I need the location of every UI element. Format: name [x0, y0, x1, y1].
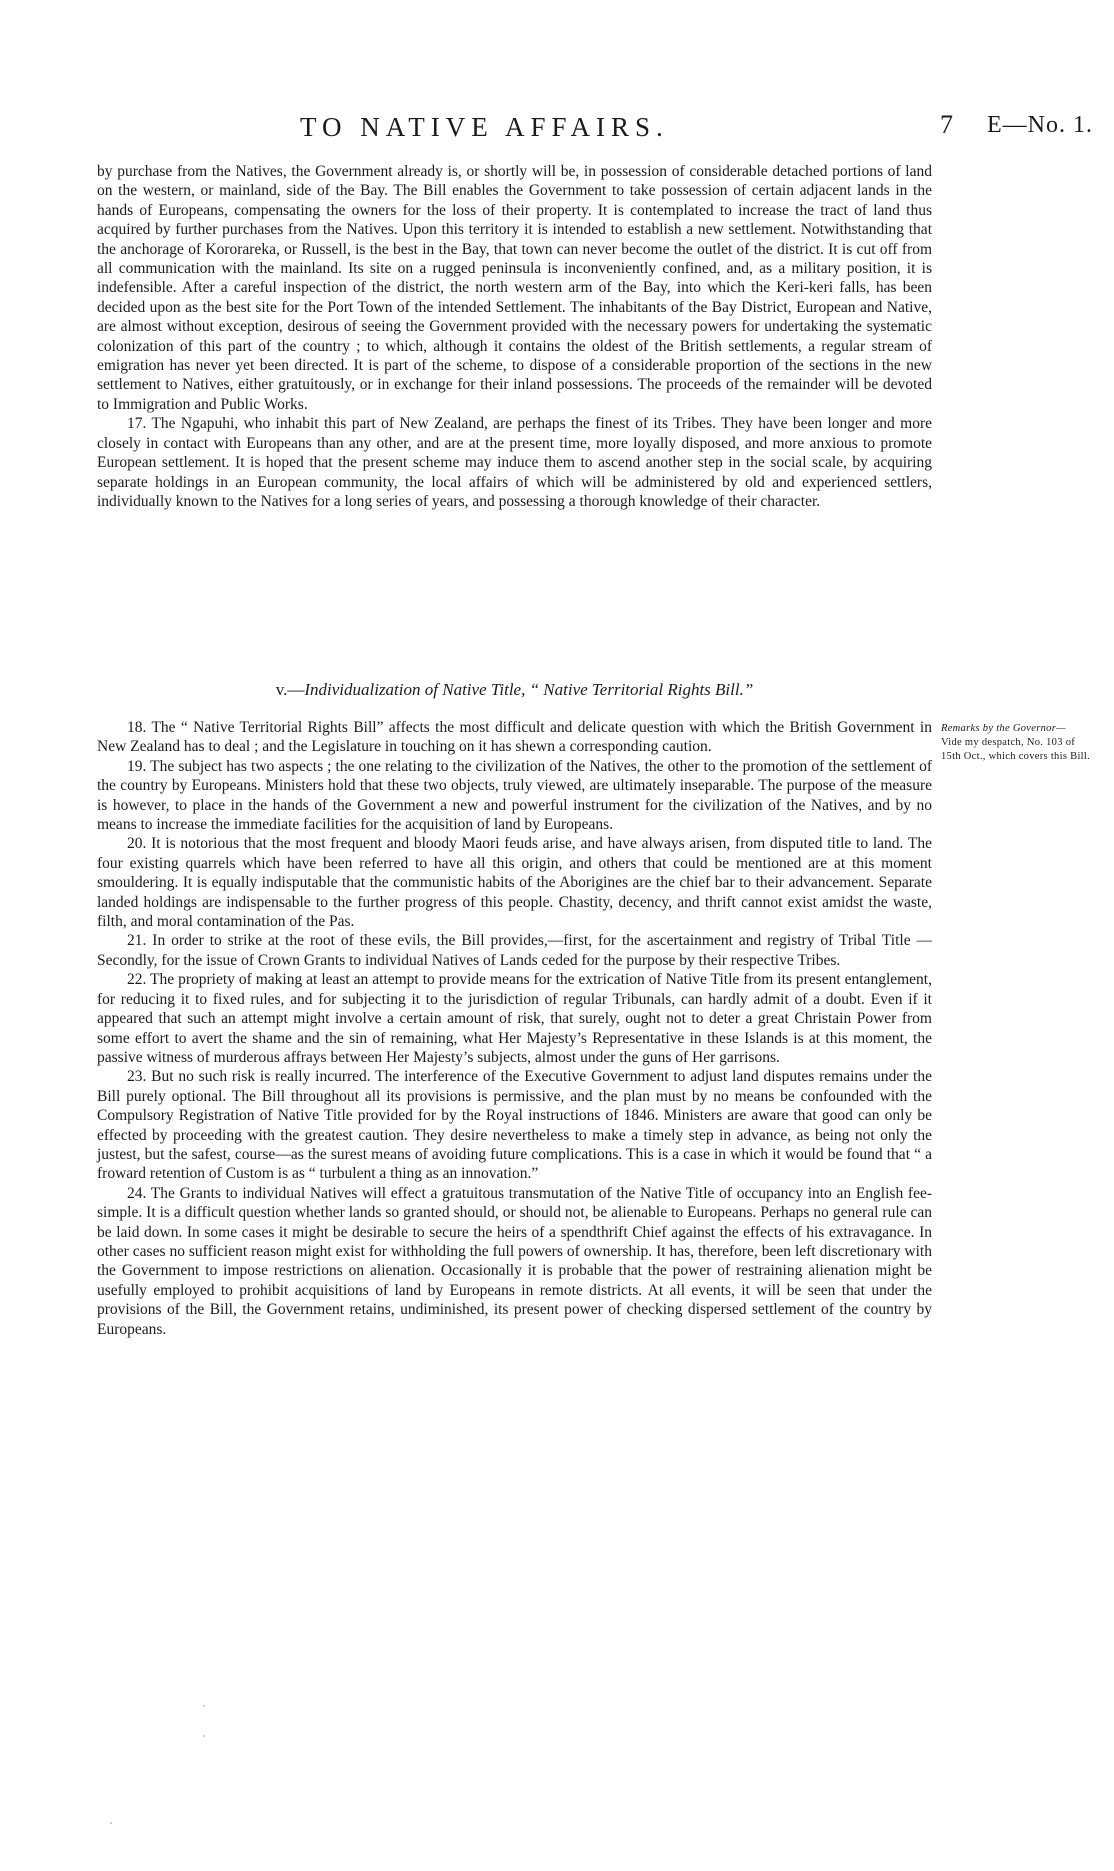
paragraph-16-continued: by purchase from the Natives, the Government already is, or shortly will be, in possession of considerable detached portions of land on the western, or mainland, side of the Bay. The Bill enables the Government to take possession of certain adjacent lands in the hands of Europeans, compensating the owners for the loss of their property. It is contemplated to increase the tract of land thus acquired by further purchases from the Natives. Upon this territory it is intended to establish a new settlement. Notwithstanding that the anchorage of Kororareka, or Russell, is the best in the Bay, that town can never become the outlet of the district. It is cut off from all communication with the mainland. Its site on a rugged peninsula is inconveniently confined, and, as a military position, it is indefensible. After a careful inspection of the district, the north western arm of the Bay, into which the Keri-keri falls, has been decided upon as the best site for the Port Town of the intended Settlement. The inhabitants of the Bay District, European and Native, are almost without exception, desirous of seeing the Government provided with the necessary powers for undertaking the systematic colonization of this part of the country ; to which, although it contains the oldest of the British settlements, a regular stream of emigration has never yet been directed. It is part of the scheme, to dispose of a considerable proportion of the sections in the new settlement to Natives, either gratuitously, or in exchange for their inland possessions. The proceeds of the remainder will be devoted to Immigration and Public Works.: [97, 163, 932, 413]
section-number: v.—: [275, 680, 305, 699]
page-number: 7: [940, 110, 953, 139]
paragraph-19: 19. The subject has two aspects ; the one relating to the civilization of the Natives, the other to the promotion of the settlement of the country by Europeans. Ministers hold that these two objects, truly viewed, are ultimately inseparable. The purpose of the measure is however, to place in the hands of the Government a new and powerful instrument for the civilization of the Natives, and by no means to increase the immediate facilities for the acquisition of land by Europeans.: [97, 757, 932, 834]
paragraph-22: 22. The propriety of making at least an attempt to provide means for the extrication of Native Title from its present entanglement, for reducing it to fixed rules, and for subjecting it to the jurisdiction of regular Tribunals, can hardly admit of a doubt. Even if it appeared that such an attempt might involve a certain amount of risk, that surely, ought not to deter a great Christain Power from some effort to avert the shame and the sin of remaining, what Her Majesty’s Representative in these Islands is at this moment, the passive witness of murderous affrays between Her Majesty’s subjects, almost under the guns of Her garrisons.: [97, 971, 932, 1066]
paragraph-23: 23. But no such risk is really incurred. The interference of the Executive Government to adjust land disputes remains under the Bill purely optional. The Bill throughout all its provisions is permissive, and the plan must by no means be confounded with the Compulsory Registration of Native Title provided for by the Royal instructions of 1846. Ministers are aware that good can only be effected by proceeding with the greatest caution. They desire nevertheless to make a timely step in advance, as being not only the justest, but the safest, course—as the surest means of avoiding future complications. This is a case in which it would be found that “ a froward retention of Custom is as “ turbulent a thing as an innovation.”: [97, 1068, 932, 1183]
margin-note: [941, 722, 1091, 764]
paragraph-21: 21. In order to strike at the root of these evils, the Bill provides,—first, for the ascertainment and registry of Tribal Title —Secondly, for the issue of Crown Grants to individual Natives of Lands ceded for the purpose by their respective Tribes.: [97, 932, 932, 969]
paragraph-24: 24. The Grants to individual Natives will effect a gratuitous transmutation of the Native Title of occupancy into an English fee-simple. It is a difficult question whether lands so granted should, or should not, be alienable to Europeans. Perhaps no general rule can be laid down. In some cases it might be desirable to secure the heirs of a spendthrift Chief against the effects of his extravagance. In other cases no sufficient reason might exist for withholding the full powers of ownership. It has, therefore, been left discretionary with the Government to impose restrictions on alienation. Occasionally it is probable that the power of restraining alienation might be usefully employed to prohibit acquisitions of land by Europeans in remote districts. At all events, it will be seen that under the provisions of the Bill, the Government retains, undiminished, its present power of checking dispersed settlement of the country by Europeans.: [97, 1184, 932, 1338]
paper-speck: [203, 1735, 205, 1737]
paragraph-18: 18. The “ Native Territorial Rights Bill” affects the most difficult and delicate question with which the British Government in New Zealand has to deal ; and the Legislature in touching on it has shewn a corresponding caution.: [97, 719, 932, 756]
section-title: Individualization of Native Title, “ Native Territorial Rights Bill.”: [304, 680, 754, 699]
margin-note-body: Vide my despatch, No. 103 of 15th Oct., which covers this Bill.: [941, 737, 1091, 762]
running-head: TO NATIVE AFFAIRS.: [300, 112, 669, 142]
paragraph-17: 17. The Ngapuhi, who inhabit this part of New Zealand, are perhaps the finest of its Tribes. They have been longer and more closely in contact with Europeans than any other, and are at the present time, more loyally disposed, and more anxious to promote European settlement. It is hoped that the present scheme may induce them to ascend another step in the social scale, by acquiring separate holdings in an European community, the local affairs of which will be administered by old and experienced settlers, individually known to the Natives for a long series of years, and possessing a thorough knowledge of their character.: [97, 415, 932, 510]
section-heading: [97, 680, 932, 700]
paper-speck: [110, 1822, 112, 1824]
margin-note-heading: Remarks by the Governor—: [941, 723, 1066, 734]
paper-reference: E—No. 1.: [987, 112, 1093, 138]
main-text-block: [97, 718, 932, 1339]
continued-text-block: [97, 162, 932, 511]
paper-speck: [203, 1705, 205, 1707]
paragraph-20: 20. It is notorious that the most frequent and bloody Maori feuds arise, and have always arisen, from disputed title to land. The four existing quarrels which have been referred to have all this origin, and others that could be mentioned are at this moment smouldering. It is equally indisputable that the communistic habits of the Aborigines are the chief bar to their advancement. Separate landed holdings are indispensable to the further progress of this people. Chastity, decency, and thrift cannot exist amidst the waste, filth, and moral contamination of the Pas.: [97, 835, 932, 931]
